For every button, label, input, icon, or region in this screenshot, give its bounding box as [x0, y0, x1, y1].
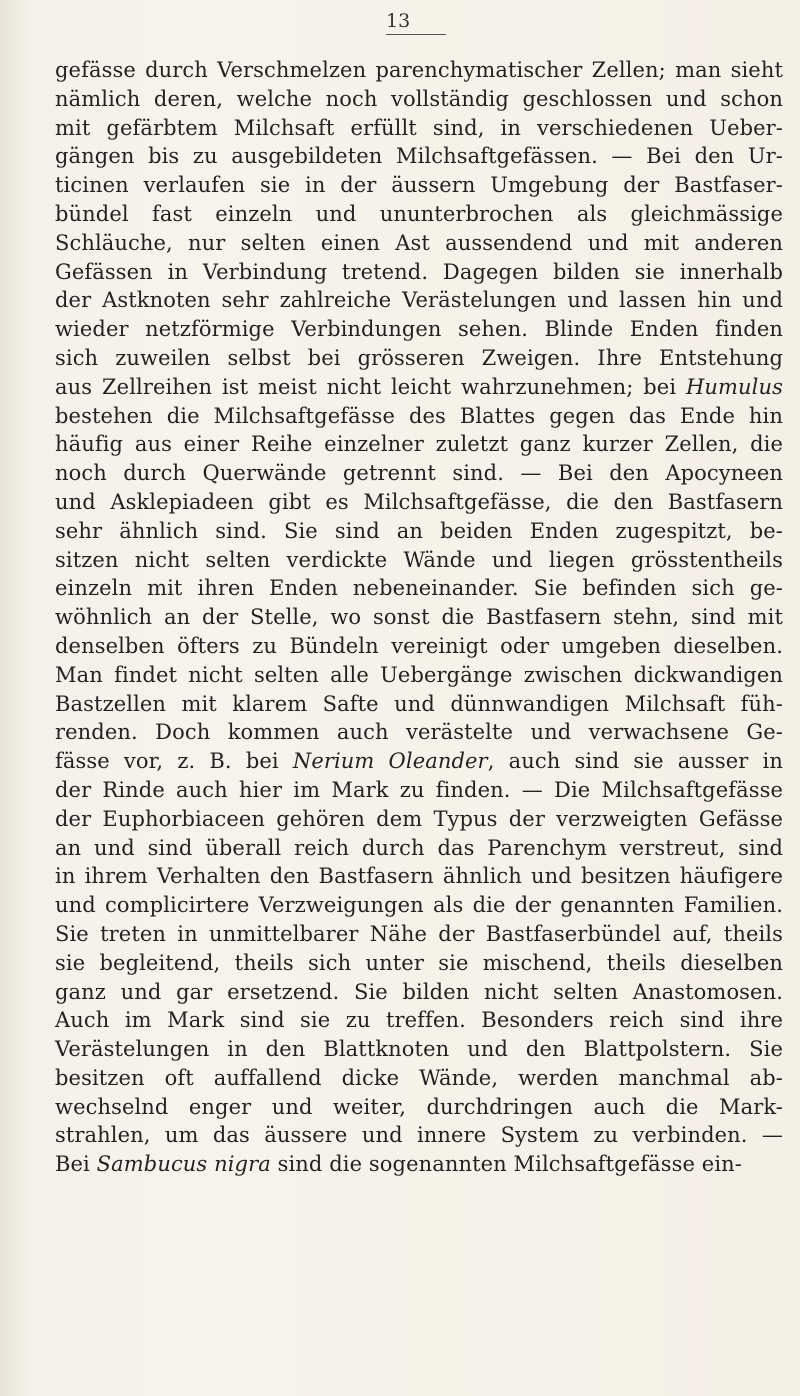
text-line [55, 661, 783, 690]
text-segment: ganz und gar ersetzend. Sie bilden nicht selten Anastomosen. [55, 979, 783, 1004]
text-line [55, 603, 783, 632]
text-line [55, 171, 783, 200]
text-segment: und Asklepiadeen gibt es Milchsaftgefässe, die den Bastfasern [55, 489, 783, 514]
text-line [55, 690, 783, 719]
text-line [55, 949, 783, 978]
text-line [55, 488, 783, 517]
text-segment: Auch im Mark sind sie zu treffen. Besonders reich sind ihre [55, 1008, 783, 1033]
text-segment: Schläuche, nur selten einen Ast aussendend und mit anderen [55, 230, 783, 255]
text-line [55, 344, 783, 373]
text-segment: der Euphorbiaceen gehören dem Typus der verzweigten Gefässe [55, 806, 783, 831]
text-line [55, 229, 783, 258]
text-segment: wechselnd enger und weiter, durchdringen auch die Mark- [55, 1094, 783, 1119]
text-segment: Sie treten in unmittelbarer Nähe der Bastfaserbündel auf, theils [55, 921, 783, 946]
text-segment: Bei [55, 1152, 97, 1177]
text-line [55, 805, 783, 834]
text-line [55, 891, 783, 920]
text-line [55, 978, 783, 1007]
text-segment: ticinen verlaufen sie in der äussern Umgebung der Bastfaser- [55, 173, 783, 198]
text-segment: gängen bis zu ausgebildeten Milchsaftgefässen. — Bei den Ur- [55, 144, 783, 169]
text-line [55, 402, 783, 431]
text-segment: bestehen die Milchsaftgefässe des Blattes gegen das Ende hin [55, 403, 783, 428]
text-segment: bündel fast einzeln und ununterbrochen als gleichmässige [55, 201, 783, 226]
text-segment: wieder netzförmige Verbindungen sehen. Blinde Enden finden [55, 317, 783, 342]
text-line [55, 459, 783, 488]
text-line [55, 920, 783, 949]
text-line [55, 373, 783, 402]
text-segment: in ihrem Verhalten den Bastfasern ähnlich und besitzen häufigere [55, 864, 783, 889]
text-segment: fässe vor, z. B. bei [55, 749, 293, 774]
text-segment: aus Zellreihen ist meist nicht leicht wahrzunehmen; bei [55, 374, 686, 399]
text-segment: sehr ähnlich sind. Sie sind an beiden Enden zugespitzt, be- [55, 518, 783, 543]
text-segment: der Rinde auch hier im Mark zu finden. — Die Milchsaftgefässe [55, 777, 783, 802]
text-segment: Verästelungen in den Blattknoten und den Blattpolstern. Sie [55, 1037, 783, 1062]
text-segment: gefässe durch Verschmelzen parenchymatischer Zellen; man sieht [55, 58, 783, 82]
text-segment: mit gefärbtem Milchsaft erfüllt sind, in verschiedenen Ueber- [55, 115, 783, 140]
page-number: 13 [386, 10, 446, 35]
text-segment: strahlen, um das äussere und innere System zu verbinden. — [55, 1123, 783, 1148]
text-line [55, 258, 783, 287]
text-line [55, 834, 783, 863]
text-line [55, 747, 783, 776]
text-line [55, 574, 783, 603]
text-line [55, 315, 783, 344]
text-segment: , auch sind sie ausser in [487, 749, 783, 774]
text-line [55, 142, 783, 171]
text-line [55, 286, 783, 315]
text-segment: denselben öfters zu Bündeln vereinigt oder umgeben dieselben. [55, 633, 783, 658]
text-segment: nämlich deren, welche noch vollständig geschlossen und schon [55, 86, 783, 111]
text-line [55, 1150, 783, 1179]
italic-taxon-name: Nerium Oleander [292, 749, 488, 774]
text-segment: sitzen nicht selten verdickte Wände und liegen grösstentheils [55, 547, 783, 572]
text-line [55, 1064, 783, 1093]
text-line [55, 1006, 783, 1035]
body-text [55, 56, 783, 1179]
text-line [55, 546, 783, 575]
text-segment: Gefässen in Verbindung tretend. Dagegen bilden sie innerhalb [55, 259, 783, 284]
text-segment: noch durch Querwände getrennt sind. — Bei den Apocyneen [55, 461, 783, 486]
text-segment: besitzen oft auffallend dicke Wände, werden manchmal ab- [55, 1065, 783, 1090]
text-segment: der Astknoten sehr zahlreiche Verästelungen und lassen hin und [55, 288, 783, 313]
text-line [55, 430, 783, 459]
text-segment: renden. Doch kommen auch verästelte und verwachsene Ge- [55, 720, 783, 745]
text-segment: wöhnlich an der Stelle, wo sonst die Bastfasern stehn, sind mit [55, 605, 783, 630]
text-segment: einzeln mit ihren Enden nebeneinander. Sie befinden sich ge- [55, 576, 783, 601]
text-line [55, 1093, 783, 1122]
text-line [55, 85, 783, 114]
text-segment: Bastzellen mit klarem Safte und dünnwandigen Milchsaft füh- [55, 691, 783, 716]
text-segment: sind die sogenannten Milchsaftgefässe ein- [270, 1152, 742, 1177]
text-line [55, 718, 783, 747]
text-segment: häufig aus einer Reihe einzelner zuletzt ganz kurzer Zellen, die [55, 432, 783, 457]
text-segment: an und sind überall reich durch das Parenchym verstreut, sind [55, 835, 783, 860]
text-segment: sie begleitend, theils sich unter sie mischend, theils dieselben [55, 950, 783, 975]
text-line [55, 200, 783, 229]
text-line [55, 114, 783, 143]
text-segment: sich zuweilen selbst bei grösseren Zweigen. Ihre Entstehung [55, 345, 783, 370]
text-line [55, 1035, 783, 1064]
text-line [55, 862, 783, 891]
text-line [55, 56, 783, 85]
italic-taxon-name: Sambucus nigra [96, 1152, 271, 1177]
text-segment: und complicirtere Verzweigungen als die der genannten Familien. [55, 893, 783, 918]
text-line [55, 517, 783, 546]
text-line [55, 1121, 783, 1150]
text-line [55, 632, 783, 661]
italic-taxon-name: Humulus [686, 374, 783, 399]
text-line [55, 776, 783, 805]
text-segment: Man findet nicht selten alle Uebergänge zwischen dickwandigen [55, 662, 783, 687]
